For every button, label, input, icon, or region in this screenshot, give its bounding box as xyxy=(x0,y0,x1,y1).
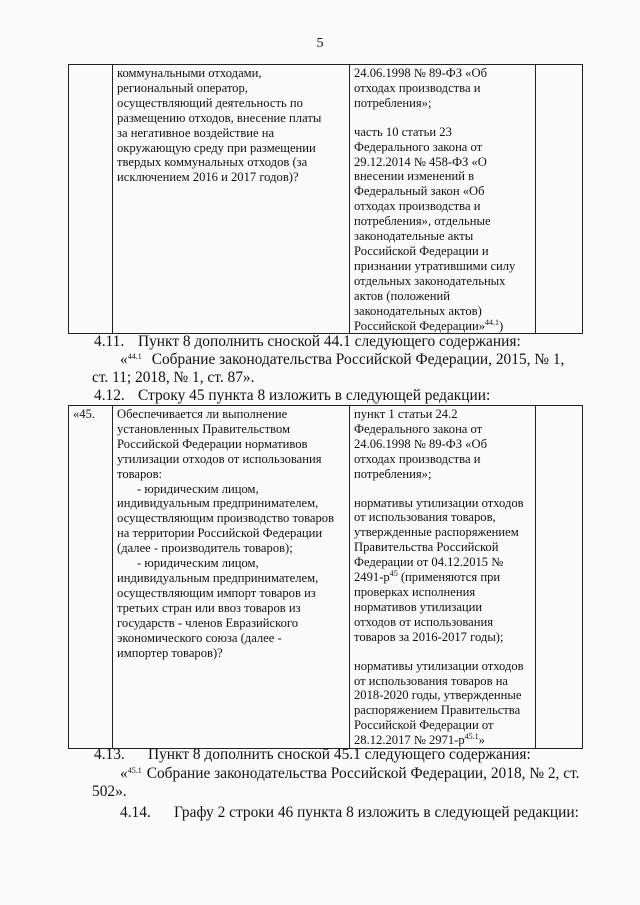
paragraph-text: Строку 45 пункта 8 изложить в следующей редакции: xyxy=(138,387,491,404)
question-cell xyxy=(113,406,350,749)
footnote-ref: 45 xyxy=(389,569,398,579)
footnote-45-1-text: «$^{45.1}$ Собрание законодательства Российской Федерации, 2018, № 2, ст. xyxy=(120,765,580,782)
paragraph-number: 4.13. xyxy=(94,746,125,763)
page-number: 5 xyxy=(316,36,324,51)
footnote-ref: 44.1 xyxy=(485,317,499,327)
legal-basis-text-1: 24.06.1998 № 89-ФЗ «Об отходах производства и потребления»; xyxy=(354,66,487,110)
table-row xyxy=(69,406,583,749)
paragraph-4-11 xyxy=(94,333,584,352)
paragraph-text: Графу 2 строки 46 пункта 8 изложить в следующей редакции: xyxy=(174,804,579,821)
answer-cell xyxy=(536,65,583,334)
question-item-2-text: индивидуальным предпринимателем, осуществляющим импорт товаров из третьих стран или ввоз товаров из государств - членов Евразийского экономического союза (далее - импортер товаров)? xyxy=(117,570,319,660)
legal-basis-text-1: пункт 1 статьи 24.2 Федерального закона от 24.06.1998 № 89-ФЗ «Об отходах производства и потребления»; xyxy=(354,407,487,481)
question-text: Обеспечивается ли выполнение установленных Правительством Российской Федерации нормативов утилизации отходов от использования товаров: xyxy=(117,407,322,481)
footnote-44-1-text: «$^{44.1}$ Собрание законодательства Российской Федерации, 2015, № 1, xyxy=(120,351,565,368)
footnote-ref: 44.1 xyxy=(127,352,142,361)
question-item-1-text: индивидуальным предпринимателем, осуществляющим производство товаров на территории Российской Федерации (далее - производитель товаров); xyxy=(117,496,335,556)
paragraph-number: 4.11. xyxy=(94,333,125,350)
legal-basis-text-2: нормативы утилизации отходов от использования товаров, утвержденные распоряжением Правительства Российской Федерации от 04.12.2015 № $2491-р^{45}$ (применяются при проверках исполнения нормативов утилизации отходов от использования товаров за 2016-2017 годы); xyxy=(354,495,524,644)
footnote-ref: 45.1 xyxy=(127,766,142,775)
legal-basis-text-2: часть 10 статьи 23 Федерального закона от 29.12.2014 № 458-ФЗ «О внесении изменений в Федеральный закон «Об отходах производства и потребления», отдельные законодательные акты Российской Федерации и признании утратившими силу отдельных законодательных актов (положений законодательных актов) Российской Федерации»$^{44.1}$) xyxy=(354,124,516,333)
paragraph-4-13 xyxy=(94,746,584,765)
paragraph-text: Пункт 8 дополнить сноской 45.1 следующего содержания: xyxy=(148,746,531,763)
footnote-44-1-continuation: ст. 11; 2018, № 1, ст. 87». xyxy=(92,369,255,386)
row-number-cell xyxy=(69,65,113,334)
question-item-1: - юридическим лицом, xyxy=(137,481,259,496)
paragraph-number: 4.14. xyxy=(120,804,151,821)
question-text: коммунальными отходами, региональный оператор, осуществляющий деятельность по размещению отходов, внесение платы за негативное воздействие на окружающую среду при размещении твердых коммунальных отходов (за исключением 2016 и 2017 годов)? xyxy=(117,66,322,185)
legal-basis-cell xyxy=(350,406,536,749)
legal-basis-text-3: нормативы утилизации отходов от использования товаров на 2018-2020 годы, утвержденные распоряжением Правительства Российской Федерации от 28.12.2017 № $2971-р^{45.1}$» xyxy=(354,658,524,748)
requirements-table-continued xyxy=(68,64,583,334)
answer-cell xyxy=(536,406,583,749)
question-cell xyxy=(113,65,350,334)
requirements-table-row-45 xyxy=(68,405,583,749)
footnote-45-1-continuation: 502». xyxy=(92,783,127,800)
paragraph-text: Пункт 8 дополнить сноской 44.1 следующего содержания: xyxy=(138,333,521,350)
legal-basis-cell xyxy=(350,65,536,334)
paragraph-number: 4.12. xyxy=(94,387,125,404)
footnote-ref: 45.1 xyxy=(464,732,479,742)
paragraph-4-12 xyxy=(94,387,584,406)
paragraph-4-14 xyxy=(120,804,610,823)
question-item-2: - юридическим лицом, xyxy=(137,556,259,571)
row-number-cell: «45. xyxy=(69,406,113,749)
table-row xyxy=(69,65,583,334)
